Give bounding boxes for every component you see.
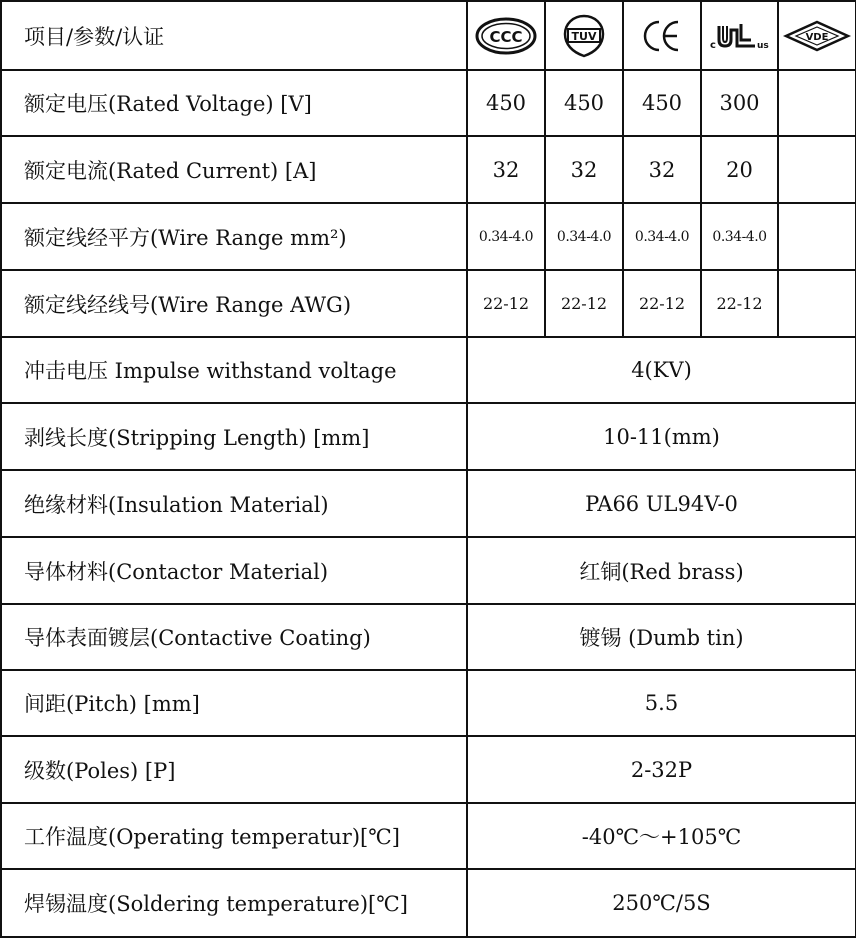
rated-current-vde <box>778 136 856 203</box>
pitch-label: 间距(Pitch) [mm] <box>1 670 467 736</box>
contactive-coating-label: 导体表面镀层(Contactive Coating) <box>1 604 467 670</box>
rated-current-ccc: 32 <box>467 136 545 203</box>
stripping-length-value: 10-11(mm) <box>467 403 856 470</box>
rated-voltage-vde <box>778 70 856 136</box>
tuv-text: TUV <box>571 29 597 43</box>
pitch-value: 5.5 <box>467 670 856 736</box>
insulation-material-value: PA66 UL94V-0 <box>467 470 856 537</box>
tuv-icon <box>562 13 606 59</box>
wire-range-awg-label: 额定线经线号(Wire Range AWG) <box>1 270 467 337</box>
ccc-text: CCC <box>489 27 523 46</box>
cert-tuv-cell <box>545 1 623 70</box>
vde-text: VDE <box>805 31 829 43</box>
wire-range-mm2-ce: 0.34-4.0 <box>623 203 701 270</box>
row-pitch <box>1 670 856 736</box>
row-wire-range-awg <box>1 270 856 337</box>
cert-vde-cell <box>778 1 856 70</box>
wire-range-awg-ul: 22-12 <box>701 270 778 337</box>
contactive-coating-value: 镀锡 (Dumb tin) <box>467 604 856 670</box>
row-wire-range-mm2 <box>1 203 856 270</box>
wire-range-mm2-vde <box>778 203 856 270</box>
row-operating-temperature <box>1 803 856 869</box>
wire-range-mm2-ul: 0.34-4.0 <box>701 203 778 270</box>
rated-current-ul: 20 <box>701 136 778 203</box>
row-poles <box>1 736 856 803</box>
svg-text:us: us <box>756 40 769 51</box>
rated-voltage-ce: 450 <box>623 70 701 136</box>
row-contactive-coating <box>1 604 856 670</box>
ccc-icon <box>474 15 538 57</box>
wire-range-awg-tuv: 22-12 <box>545 270 623 337</box>
soldering-temperature-label: 焊锡温度(Soldering temperature)[℃] <box>1 869 467 937</box>
rated-voltage-ccc: 450 <box>467 70 545 136</box>
rated-current-label: 额定电流(Rated Current) [A] <box>1 136 467 203</box>
svg-text:c: c <box>709 39 716 51</box>
row-soldering-temperature <box>1 869 856 937</box>
rated-voltage-label: 额定电压(Rated Voltage) [V] <box>1 70 467 136</box>
ce-icon <box>640 16 684 56</box>
impulse-voltage-label: 冲击电压 Impulse withstand voltage <box>1 337 467 403</box>
rated-voltage-ul: 300 <box>701 70 778 136</box>
insulation-material-label: 绝缘材料(Insulation Material) <box>1 470 467 537</box>
vde-icon <box>782 18 852 54</box>
soldering-temperature-value: 250℃/5S <box>467 869 856 937</box>
rated-current-ce: 32 <box>623 136 701 203</box>
cert-ccc-cell <box>467 1 545 70</box>
cert-ce-cell <box>623 1 701 70</box>
row-insulation-material <box>1 470 856 537</box>
row-contactor-material <box>1 537 856 604</box>
operating-temperature-value: -40℃～+105℃ <box>467 803 856 869</box>
wire-range-mm2-tuv: 0.34-4.0 <box>545 203 623 270</box>
stripping-length-label: 剥线长度(Stripping Length) [mm] <box>1 403 467 470</box>
wire-range-awg-vde <box>778 270 856 337</box>
rated-current-tuv: 32 <box>545 136 623 203</box>
wire-range-mm2-label: 额定线经平方(Wire Range mm²) <box>1 203 467 270</box>
rated-voltage-tuv: 450 <box>545 70 623 136</box>
header-row <box>1 1 856 70</box>
row-impulse-voltage <box>1 337 856 403</box>
poles-label: 级数(Poles) [P] <box>1 736 467 803</box>
wire-range-mm2-ccc: 0.34-4.0 <box>467 203 545 270</box>
contactor-material-label: 导体材料(Contactor Material) <box>1 537 467 604</box>
cul-us-icon <box>707 16 773 56</box>
wire-range-awg-ce: 22-12 <box>623 270 701 337</box>
row-rated-voltage <box>1 70 856 136</box>
contactor-material-value: 红铜(Red brass) <box>467 537 856 604</box>
impulse-voltage-value: 4(KV) <box>467 337 856 403</box>
header-title: 项目/参数/认证 <box>1 1 467 70</box>
poles-value: 2-32P <box>467 736 856 803</box>
row-rated-current <box>1 136 856 203</box>
cert-cul-cell <box>701 1 778 70</box>
wire-range-awg-ccc: 22-12 <box>467 270 545 337</box>
row-stripping-length <box>1 403 856 470</box>
operating-temperature-label: 工作温度(Operating temperatur)[℃] <box>1 803 467 869</box>
